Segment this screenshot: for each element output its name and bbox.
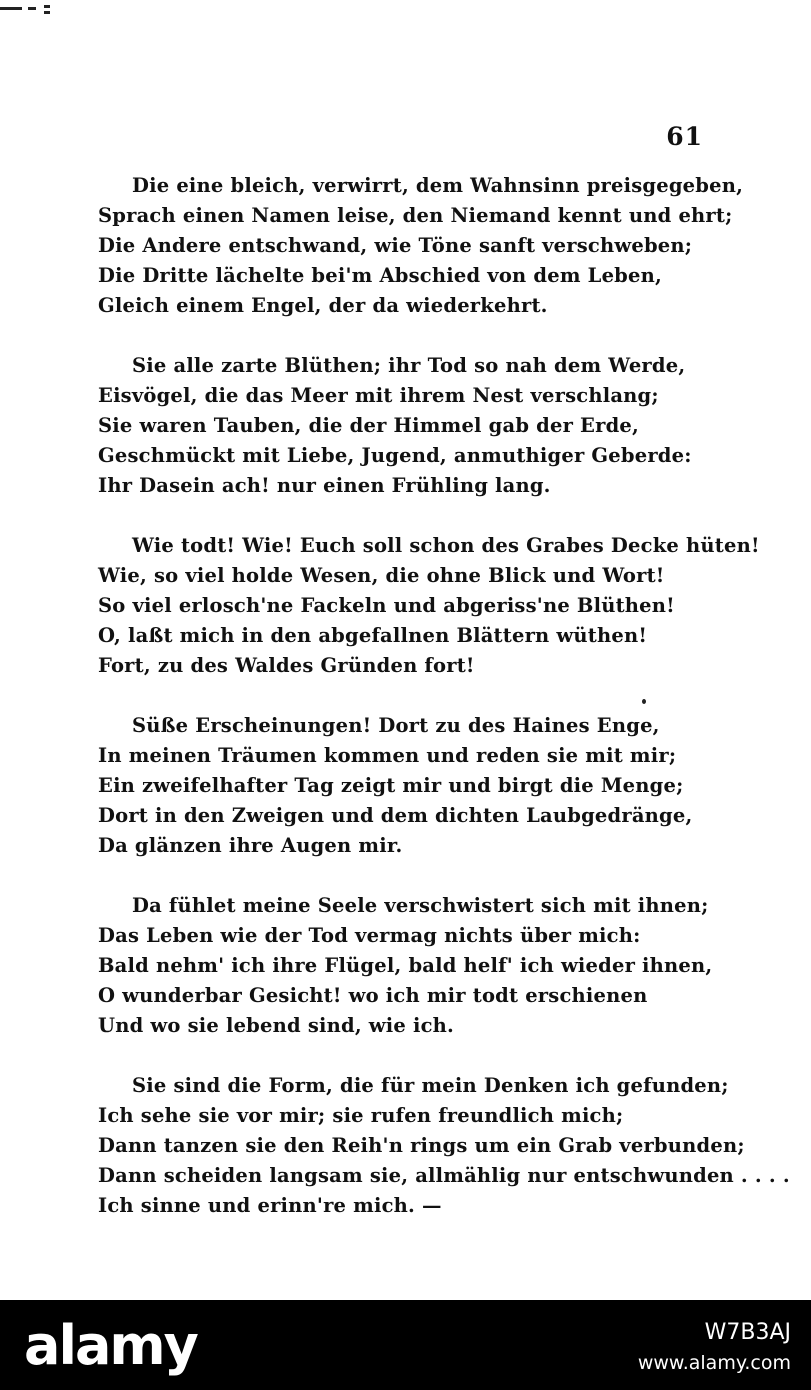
- poem-line: Da glänzen ihre Augen mir.: [98, 834, 403, 857]
- poem-line: Dann scheiden langsam sie, allmählig nur entschwunden . . . .: [98, 1164, 790, 1187]
- poem-line: Dort in den Zweigen und dem dichten Laubgedränge,: [98, 804, 693, 827]
- poem-line: Bald nehm' ich ihre Flügel, bald helf' ich wieder ihnen,: [98, 954, 713, 977]
- poem-line: Gleich einem Engel, der da wiederkehrt.: [98, 294, 548, 317]
- poem-line: Dann tanzen sie den Reih'n rings um ein Grab verbunden;: [98, 1134, 745, 1157]
- poem-line: Wie todt! Wie! Euch soll schon des Grabes Decke hüten!: [132, 534, 760, 557]
- stanza-4: [98, 711, 708, 861]
- poem-line: Sprach einen Namen leise, den Niemand kennt und ehrt;: [98, 204, 733, 227]
- poem-line: Eisvögel, die das Meer mit ihrem Nest verschlang;: [98, 384, 659, 407]
- watermark-footer: [0, 1300, 811, 1390]
- poem-line: Ich sehe sie vor mir; sie rufen freundlich mich;: [98, 1104, 624, 1127]
- poem-line: Sie sind die Form, die für mein Denken ich gefunden;: [132, 1074, 729, 1097]
- poem-line: Sie waren Tauben, die der Himmel gab der Erde,: [98, 414, 640, 437]
- poem-line: Ihr Dasein ach! nur einen Frühling lang.: [98, 474, 551, 497]
- poem-line: Sie alle zarte Blüthen; ihr Tod so nah dem Werde,: [132, 354, 686, 377]
- poem-line: O wunderbar Gesicht! wo ich mir todt erschienen: [98, 984, 648, 1007]
- poem-line: Und wo sie lebend sind, wie ich.: [98, 1014, 455, 1037]
- poem-line: Fort, zu des Waldes Gründen fort!: [98, 654, 475, 677]
- image-id: W7B3AJ: [704, 1320, 791, 1345]
- stanza-2: [98, 351, 708, 501]
- stanza-3: [98, 531, 760, 681]
- poem-line: Das Leben wie der Tod vermag nichts über mich:: [98, 924, 641, 947]
- scan-artifact-mark: [0, 4, 64, 14]
- stanza-6: [98, 1071, 790, 1221]
- poem-line: In meinen Träumen kommen und reden sie mit mir;: [98, 744, 677, 767]
- poem-line: Ich sinne und erinn're mich. —: [98, 1194, 442, 1217]
- poem-line: Ein zweifelhafter Tag zeigt mir und birgt die Menge;: [98, 774, 684, 797]
- poem-line: Geschmückt mit Liebe, Jugend, anmuthiger Geberde:: [98, 444, 692, 467]
- poem-line: Die eine bleich, verwirrt, dem Wahnsinn preisgegeben,: [132, 174, 744, 197]
- poem-line: Da fühlet meine Seele verschwistert sich mit ihnen;: [132, 894, 709, 917]
- poem-line: Die Andere entschwand, wie Töne sanft verschweben;: [98, 234, 693, 257]
- page-number: 61: [666, 122, 703, 151]
- poem-line: Wie, so viel holde Wesen, die ohne Blick und Wort!: [98, 564, 665, 587]
- poem-line: So viel erlosch'ne Fackeln und abgeriss'ne Blüthen!: [98, 594, 675, 617]
- ink-speck: [642, 699, 646, 704]
- stanza-5: [98, 891, 713, 1041]
- brand-logo: alamy: [24, 1314, 197, 1377]
- poem-line: O, laßt mich in den abgefallnen Blättern wüthen!: [98, 624, 648, 647]
- stanza-1: [98, 171, 744, 321]
- poem-body: [98, 171, 790, 1251]
- site-url: www.alamy.com: [637, 1352, 791, 1374]
- poem-line: Die Dritte lächelte bei'm Abschied von dem Leben,: [98, 264, 662, 287]
- poem-line: Süße Erscheinungen! Dort zu des Haines Enge,: [132, 714, 660, 737]
